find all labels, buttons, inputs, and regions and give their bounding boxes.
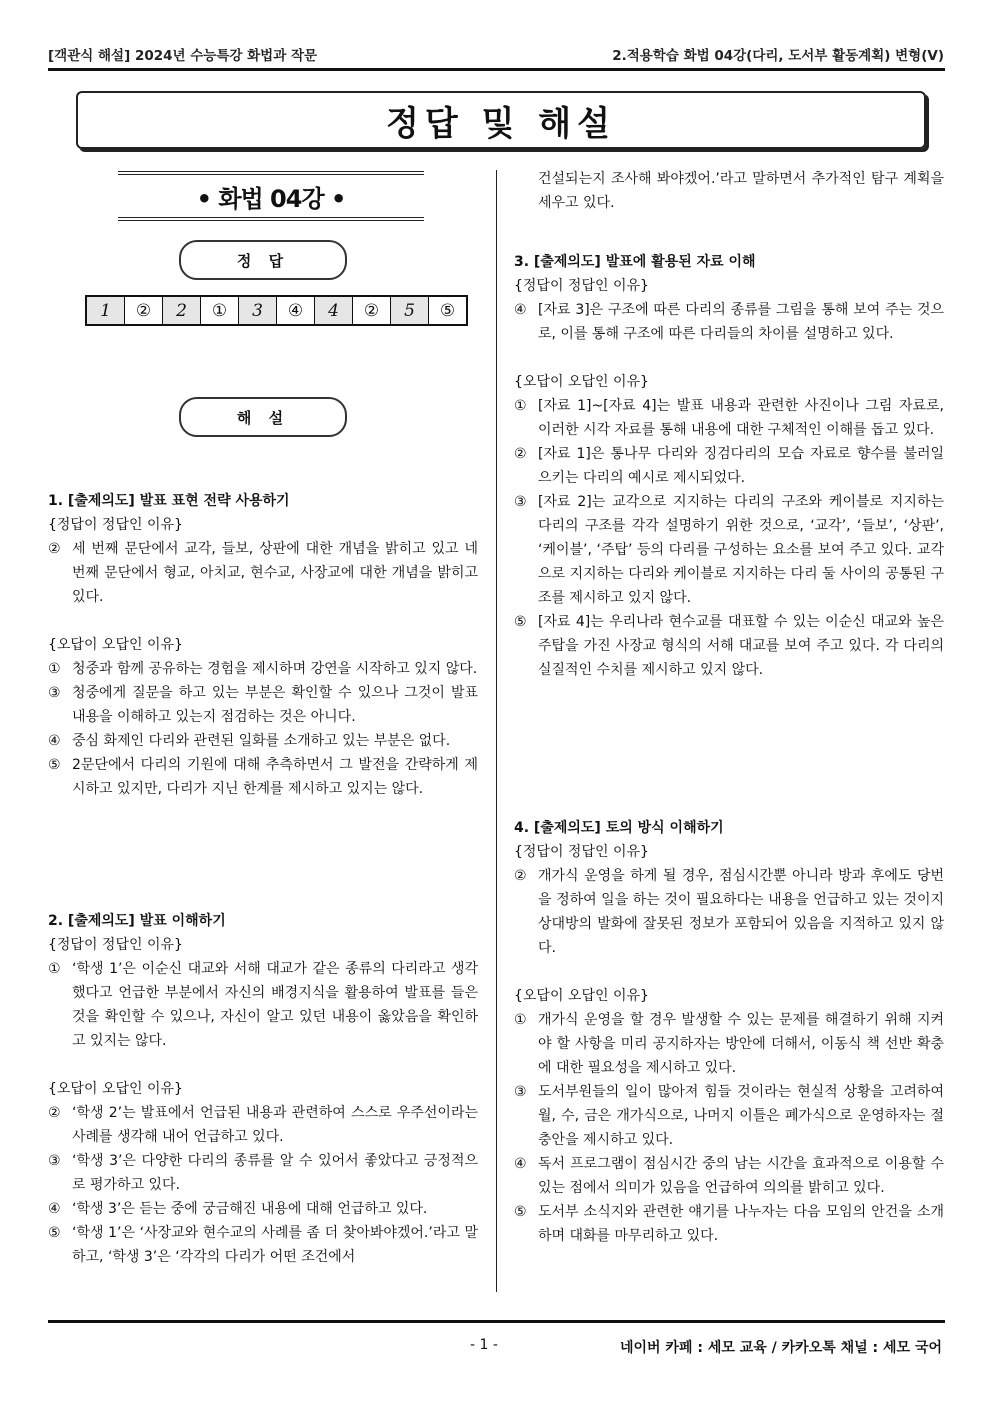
spacer — [48, 1053, 478, 1077]
header-divider — [48, 68, 945, 71]
section-1 — [48, 489, 478, 801]
section-4 — [514, 816, 944, 1248]
wrong-item — [514, 1080, 944, 1152]
choice-marker: ⑤ — [48, 1225, 61, 1241]
wrong-item — [514, 442, 944, 490]
wrong-item — [48, 1149, 478, 1197]
question-number: 1 — [86, 296, 125, 325]
answer-choice: ② — [125, 296, 163, 325]
item-text: [자료 1]~[자료 4]는 발표 내용과 관련한 사진이나 그림 자료로, 이러한 시각 자료를 통해 내용에 대한 구체적인 이해를 돕고 있다. — [538, 398, 944, 438]
question-number: 5 — [391, 296, 429, 325]
choice-marker: ① — [48, 961, 61, 977]
page-number: - 1 - — [470, 1337, 498, 1353]
choice-marker: ② — [514, 446, 527, 462]
correct-item — [514, 298, 944, 346]
choice-marker: ① — [514, 1012, 527, 1028]
item-text: 도서부원들의 일이 많아져 힘들 것이라는 현실적 상황을 고려하여 월, 수, 금은 개가식으로, 나머지 이틀은 폐가식으로 운영하자는 절충안을 제시하고 있다. — [538, 1084, 944, 1148]
item-text: 세 번째 문단에서 교각, 들보, 상판에 대한 개념을 밝히고 있고 네 번째 문단에서 형교, 아치교, 현수교, 사장교에 대한 개념을 밝히고 있다. — [72, 541, 478, 605]
wrong-item — [48, 753, 478, 801]
wrong-reason-label: {오답이 오답인 이유} — [48, 637, 183, 653]
item-text: ‘학생 1’은 이순신 대교와 서해 대교가 같은 종류의 다리라고 생각했다고 언급한 부분에서 자신의 배경지식을 활용하여 발표를 들은 것을 확인할 수 있으나, 자신이 알고 있던 내용이 옳았음을 확인하고 있지는 않다. — [72, 961, 478, 1049]
item-text: 개가식 운영을 하게 될 경우, 점심시간뿐 아니라 방과 후에도 당번을 정하여 일을 하는 것이 필요하다는 내용을 언급하고 있는 것이지 상대방의 발화에 잘못된 정보가 포함되어 있음을 지적하고 있지 않다. — [538, 868, 944, 956]
item-text: [자료 1]은 통나무 다리와 징검다리의 모습 자료로 향수를 불러일으키는 다리의 예시로 제시되었다. — [538, 446, 944, 486]
item-text: 독서 프로그램이 점심시간 중의 남는 시간을 효과적으로 이용할 수 있는 점에서 의미가 있음을 언급하여 의의를 밝히고 있다. — [538, 1156, 944, 1196]
item-text: 중심 화제인 다리와 관련된 일화를 소개하고 있는 부분은 없다. — [72, 733, 451, 749]
item-text: ‘학생 2’는 발표에서 언급된 내용과 관련하여 스스로 우주선이라는 사례를 생각해 내어 언급하고 있다. — [72, 1105, 478, 1145]
item-text: [자료 4]는 우리나라 현수교를 대표할 수 있는 이순신 대교와 높은 주탑을 가진 사장교 형식의 서해 대교를 보여 주고 있다. 각 다리의 실질적인 수치를 제시하고 있지 않다. — [538, 614, 944, 678]
section-3 — [514, 250, 944, 682]
answer-choice: ① — [201, 296, 239, 325]
wrong-item — [514, 1008, 944, 1080]
question-number: 2 — [163, 296, 201, 325]
answer-choice: ④ — [277, 296, 315, 325]
choice-marker: ② — [48, 541, 61, 557]
footer-divider — [48, 1320, 945, 1323]
question-number: 4 — [315, 296, 353, 325]
item-text: 청중에게 질문을 하고 있는 부분은 확인할 수 있으나 그것이 발표 내용을 이해하고 있는지 점검하는 것은 아니다. — [72, 685, 478, 725]
page-title-box — [76, 91, 926, 149]
continuation-text: 건설되는지 조사해 봐야겠어.’라고 말하면서 추가적인 탐구 계획을 세우고 있다. — [538, 171, 944, 211]
correct-reason-label: {정답이 정답인 이유} — [514, 844, 649, 860]
choice-marker: ② — [514, 868, 527, 884]
footer-text: 네이버 카페 : 세모 교육 / 카카오톡 채널 : 세모 국어 — [619, 1340, 942, 1356]
wrong-item — [48, 729, 478, 753]
wrong-item — [48, 1101, 478, 1149]
wrong-reason-label: {오답이 오답인 이유} — [514, 988, 649, 1004]
choice-marker: ③ — [48, 1153, 61, 1169]
wrong-item — [514, 394, 944, 442]
answer-label: 정 답 — [179, 240, 347, 280]
correct-reason-label: {정답이 정답인 이유} — [48, 937, 183, 953]
explanation-label: 해 설 — [179, 397, 347, 437]
section-title: 3. [출제의도] 발표에 활용된 자료 이해 — [514, 254, 756, 270]
answer-choice: ② — [353, 296, 391, 325]
spacer — [48, 609, 478, 633]
item-text: 개가식 운영을 할 경우 발생할 수 있는 문제를 해결하기 위해 지켜야 할 사항을 미리 공지하자는 방안에 더해서, 이동식 책 선반 확충에 대한 필요성을 제시하고 있다. — [538, 1012, 944, 1076]
question-number: 3 — [239, 296, 277, 325]
wrong-item — [514, 490, 944, 610]
wrong-reason-label: {오답이 오답인 이유} — [514, 374, 649, 390]
choice-marker: ③ — [514, 494, 527, 510]
choice-marker: ① — [48, 661, 61, 677]
choice-marker: ② — [48, 1105, 61, 1121]
wrong-item — [48, 1221, 478, 1269]
correct-item — [48, 957, 478, 1053]
choice-marker: ① — [514, 398, 527, 414]
spacer — [514, 960, 944, 984]
choice-marker: ③ — [514, 1084, 527, 1100]
choice-marker: ④ — [514, 1156, 527, 1172]
wrong-item — [48, 681, 478, 729]
section-title: 4. [출제의도] 토의 방식 이해하기 — [514, 820, 724, 836]
item-text: 2문단에서 다리의 기원에 대해 추측하면서 그 발전을 간략하게 제시하고 있지만, 다리가 지닌 한계를 제시하고 있지는 않다. — [72, 757, 478, 797]
correct-item — [514, 864, 944, 960]
correct-item — [48, 537, 478, 609]
header-left: [객관식 해설] 2024년 수능특강 화법과 작문 — [48, 48, 318, 64]
section-title: 2. [출제의도] 발표 이해하기 — [48, 913, 226, 929]
item-text: [자료 2]는 교각으로 지지하는 다리의 구조와 케이블로 지지하는 다리의 구조를 각각 설명하기 위한 것으로, ‘교각’, ‘들보’, ‘상판’, ‘케이블’, ‘주탑’ 등의 다리를 구성하는 요소를 보여 주고 있다. 교각으로 지지하는 다리와 케이블로 지지하는 다리 둘 사이의 공통된 구조를 제시하고 있지 않다. — [538, 494, 944, 606]
answer-choice: ⑤ — [429, 296, 468, 325]
spacer — [514, 346, 944, 370]
item-text: ‘학생 3’은 다양한 다리의 종류를 알 수 있어서 좋았다고 긍정적으로 평가하고 있다. — [72, 1153, 478, 1193]
item-text: [자료 3]은 구조에 따른 다리의 종류를 그림을 통해 보여 주는 것으로, 이를 통해 구조에 따른 다리들의 차이를 설명하고 있다. — [538, 302, 944, 342]
section-2 — [48, 909, 478, 1269]
choice-marker: ⑤ — [48, 757, 61, 773]
choice-marker: ③ — [48, 685, 61, 701]
correct-reason-label: {정답이 정답인 이유} — [48, 517, 183, 533]
item-text: ‘학생 3’은 듣는 중에 궁금해진 내용에 대해 언급하고 있다. — [72, 1201, 428, 1217]
column-divider — [496, 170, 497, 1292]
item-text: 도서부 소식지와 관련한 얘기를 나누자는 다음 모임의 안건을 소개하며 대화를 마무리하고 있다. — [538, 1204, 944, 1244]
section-title: 1. [출제의도] 발표 표현 전략 사용하기 — [48, 493, 290, 509]
lesson-heading: • 화법 04강 • — [118, 171, 424, 221]
choice-marker: ⑤ — [514, 1204, 527, 1220]
header-right: 2.적용학습 화법 04강(다리, 도서부 활동계획) 변형(V) — [612, 48, 944, 64]
choice-marker: ④ — [48, 733, 61, 749]
item-text: ‘학생 1’은 ‘사장교와 현수교의 사례를 좀 더 찾아봐야겠어.’라고 말하고, ‘학생 3’은 ‘각각의 다리가 어떤 조건에서 — [72, 1225, 478, 1265]
correct-reason-label: {정답이 정답인 이유} — [514, 278, 649, 294]
wrong-item — [48, 1197, 478, 1221]
wrong-item — [514, 1152, 944, 1200]
answer-table — [85, 295, 468, 326]
page-title: 정답 및 해설 — [386, 103, 616, 144]
wrong-item — [48, 657, 478, 681]
choice-marker: ⑤ — [514, 614, 527, 630]
wrong-item — [514, 610, 944, 682]
choice-marker: ④ — [48, 1201, 61, 1217]
wrong-item — [514, 1200, 944, 1248]
section-2-continuation — [514, 167, 944, 215]
wrong-reason-label: {오답이 오답인 이유} — [48, 1081, 183, 1097]
item-text: 청중과 함께 공유하는 경험을 제시하며 강연을 시작하고 있지 않다. — [72, 661, 478, 677]
choice-marker: ④ — [514, 302, 527, 318]
